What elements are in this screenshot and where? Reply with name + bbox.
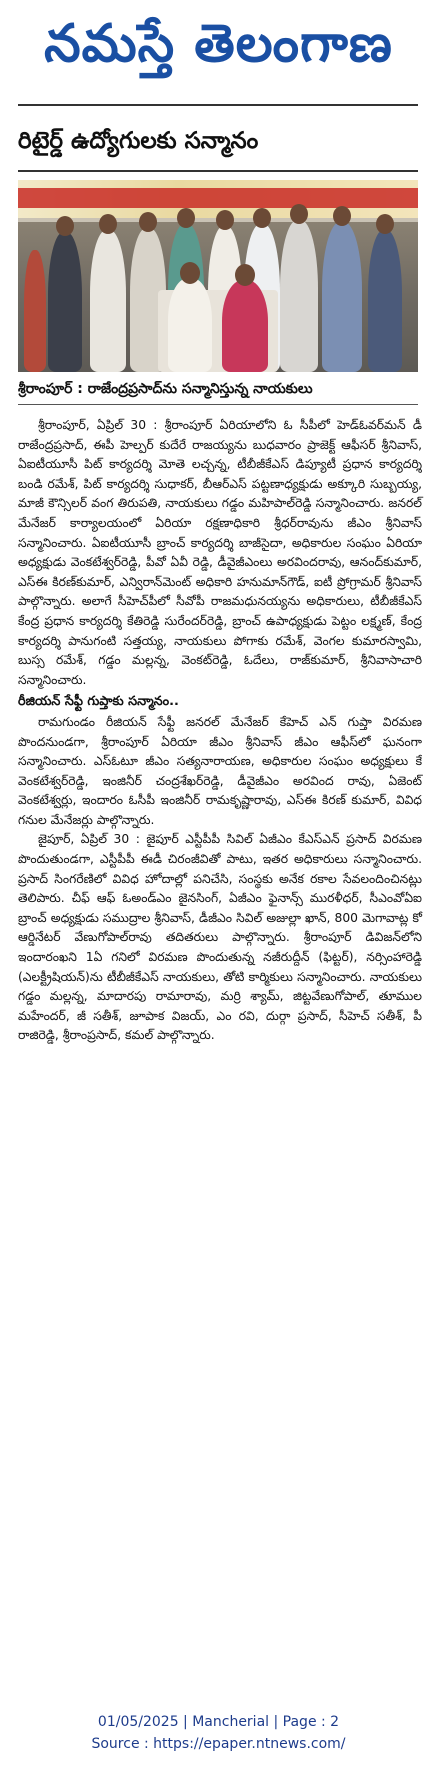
masthead (0, 0, 437, 88)
article-paragraph: జైపూర్, ఏప్రిల్ 30 : జైపూర్ ఎస్టీపీపీ సివిల్ ఏజీఎం కేఎస్‌ఎన్ ప్రసాద్ విరమణ పొందుతుండగా, ఎస్టీపీపీ ఈడీ చిరంజీవితో పాటు, ఇతర అధికారులు సన్మానించారు. ప్రసాద్ సింగరేణిలో వివిధ హోదాల్లో పనిచేసి, సంస్థకు అనేక రకాల సేవలందించినట్లు తెలిపారు. చీఫ్ ఆఫ్ ఓఅండ్‌ఎం జైనసింగ్, ఏజీఎం ఫైనాన్స్ మురళీధర్, సీఎంవోఏఐ బ్రాంచ్ అధ్యక్షుడు సముద్రాల శ్రీనివాస్, డీజీఎం సివిల్ అజుల్లా ఖాన్, 800 మెగావాట్ల కో ఆర్డినేటర్ వేణుగోపాల్‌రావు తదితరులు పాల్గొన్నారు. శ్రీరాంపూర్ డివిజన్‌లోని ఇందారంఖని 1ఏ గనిలో విరమణ పొందుతున్న నజీరుద్దీన్ (ఫిట్టర్), నర్సింహారెడ్డి (ఎలక్ట్రీషియన్)ను టీబీజీకేఎస్ నాయకులు, తోటి కార్మికులు సన్మానించారు. నాయకులు గడ్డం మల్లన్న, మాదారపు రామారావు, మర్రి శ్యామ్, జిట్టవేణుగోపాల్, తూముల మహేందర్, జీ సతీశ్, జూపాక విజయ్, ఎం రవి, దుర్గా ప్రసాద్, సీహెచ్ సతీశ్, పీ రాజిరెడ్డి, శ్రీరాంప్రసాద్, కమల్ పాల్గొన్నారు. (18, 832, 422, 1043)
newspaper-title: నమస్తే తెలంగాణ (44, 14, 393, 74)
photo-caption: శ్రీరాంపూర్ : రాజేంద్రప్రసాద్‌ను సన్మానిస్తున్న నాయకులు (18, 381, 313, 397)
article-photo (18, 180, 418, 372)
article-paragraph: రామగుండం రీజియన్ సేఫ్టీ జనరల్ మేనేజర్ కేహెచ్ ఎన్ గుప్తా విరమణ పొందనుండగా, శ్రీరాంపూర్ ఏరియా జీఎం శ్రీనివాస్ జీఎం ఆఫీస్‌లో ఘనంగా సన్మానించారు. ఎస్‌ఓటూ జీఎం సత్యనారాయణ, అధికారుల సంఘం అధ్యక్షులు కే వెంకటేశ్వర్‌రెడ్డి, ఇంజినీర్ చంద్రశేఖర్‌రెడ్డి, డీవైజీఎం అరవింద రావు, ఏజెంట్ వెంకటేశ్వర్లు, ఇందారం ఓసీపీ ఇంజినీర్ రామకృష్ణారావు, ఎస్‌ఈ కిరణ్ కుమార్, వివిధ గనుల మేనేజర్లు పాల్గొన్నారు. (18, 714, 422, 827)
caption-divider (18, 404, 418, 405)
edition-dateline: 01/05/2025 | Mancherial | Page : 2 (97, 1714, 340, 1730)
article-paragraph: శ్రీరాంపూర్, ఏప్రిల్ 30 : శ్రీరాంపూర్ ఏరియాలోని ఓ సీపీలో హెడ్‌ఓవర్‌మన్ డీ రాజేంద్రప్రసాద్, ఈపీ హెల్పర్ కుదేరే రాజయ్యను బుధవారం ప్రాజెక్ట్ ఆఫీసర్ శ్రీనివాస్, ఏఐటీయూసీ పిట్ కార్యదర్శి మోతె లచ్చన్న, టీబీజీకేఎస్ డిప్యూటీ ప్రధాన కార్యదర్శి బండి రమేశ్, పిట్ కార్యదర్శి సుధాకర్, బీఆర్‌ఎస్ పట్టణాధ్యక్షుడు అక్కూరి సుబ్బయ్య, మాజీ కౌన్సిలర్ వంగ తిరుపతి, నాయకులు గడ్డం మహిపాల్‌రెడ్డి సన్మానించారు. జనరల్ మేనేజర్ కార్యాలయంలో ఏరియా రక్షణాధికారి శ్రీధర్‌రావును జీఎం శ్రీనివాస్ సన్మానించారు. ఏఐటీయూసీ బ్రాంచ్ కార్యదర్శి బాజీసైదా, అధికారుల సంఘం ఏరియా అధ్యక్షుడు వెంకటేశ్వర్‌రెడ్డి, పీవో ఏవీ రెడ్డి, డీవైజీఎంలు అరవిందరావు, ఆనంద్‌కుమార్, ఎస్‌ఈ కిరణ్‌కుమార్, ఎన్విరాన్‌మెంట్ అధికారి హనుమాన్‌గౌడ్, ఐటీ ప్రోగ్రామర్ శ్రీనివాస్ పాల్గొన్నారు. అలాగే సీహెచ్‌పీలో సీవోపీ రాజమధునయ్యను అధికారులు, టీబీజీకేఎస్ కేంద్ర ప్రధాన కార్యదర్శి కేతిరెడ్డి సురేందర్‌రెడ్డి, బ్రాంచ్ ఉపాధ్యక్షుడు పెట్టం లక్ష్మణ్, కేంద్ర కార్యదర్శి పానుగంటి సత్తయ్య, నాయకులు పోగాకు రమేశ్, వెంగల కుమారస్వామి, బుస్స రమేశ్, గడ్డం మల్లన్న, వెంకట్‌రెడ్డి, ఓదేలు, రాజ్‌కుమార్, శ్రీనివాసాచారి సన్మానించారు. (18, 418, 422, 687)
article-subhead: రీజియన్ సేఫ్టీ గుప్తాకు సన్మానం.. (18, 694, 179, 710)
masthead-divider (18, 104, 418, 106)
article-body (18, 416, 422, 1046)
article-headline: రిటైర్డ్ ఉద్యోగులకు సన్మానం (18, 128, 259, 154)
headline-divider (18, 170, 418, 172)
source-link[interactable]: Source : https://epaper.ntnews.com/ (91, 1736, 346, 1752)
